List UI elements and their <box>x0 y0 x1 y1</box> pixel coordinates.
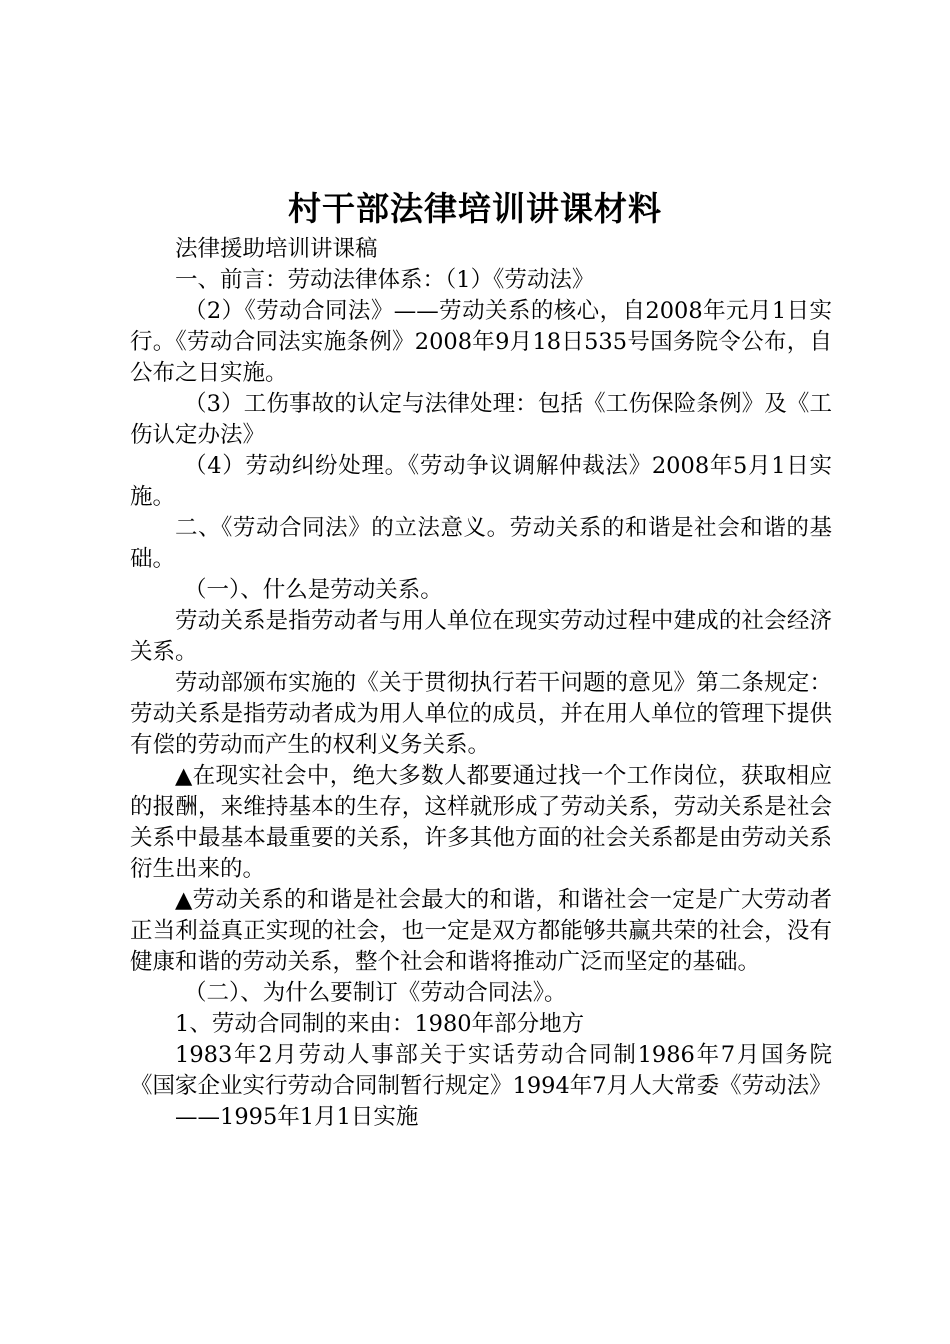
paragraph-subtitle: 法律援助培训讲课稿 <box>175 236 378 262</box>
paragraph-preface: 一、前言：劳动法律体系：（1）《劳动法》 <box>175 267 595 293</box>
document-body <box>130 234 832 1133</box>
paragraph-labor-contract-law: （2）《劳动合同法》——劳动关系的核心，自2008年元月1日实行。《劳动合同法实施条例》2008年9月18日535号国务院令公布，自公布之日实施。 <box>130 298 832 386</box>
paragraph-bullet-society: ▲在现实社会中，绝大多数人都要通过找一个工作岗位，获取相应的报酬，来维持基本的生存，这样就形成了劳动关系，劳动关系是社会关系中最基本最重要的关系，许多其他方面的社会关系都是由劳动关系衍生出来的。 <box>130 763 832 882</box>
paragraph-labor-dispute: （4）劳动纠纷处理。《劳动争议调解仲裁法》2008年5月1日实施。 <box>130 453 832 510</box>
paragraph-origin: 1、劳动合同制的来由：1980年部分地方 <box>175 1011 585 1037</box>
paragraph-history: 1983年2月劳动人事部关于实话劳动合同制1986年7月国务院《国家企业实行劳动合同制暂行规定》1994年7月人大常委《劳动法》 <box>130 1042 832 1099</box>
paragraph-implementation-date: ——1995年1月1日实施 <box>175 1104 419 1130</box>
paragraph-ministry-opinion: 劳动部颁布实施的《关于贯彻执行若干问题的意见》第二条规定：劳动关系是指劳动者成为用人单位的成员，并在用人单位的管理下提供有偿的劳动而产生的权利义务关系。 <box>130 670 832 758</box>
paragraph-legislative-meaning: 二、《劳动合同法》的立法意义。劳动关系的和谐是社会和谐的基础。 <box>130 515 832 572</box>
paragraph-bullet-harmony: ▲劳动关系的和谐是社会最大的和谐，和谐社会一定是广大劳动者正当利益真正实现的社会，也一定是双方都能够共赢共荣的社会，没有健康和谐的劳动关系，整个社会和谐将推动广泛而坚定的基础。 <box>130 887 832 975</box>
document-title: 村干部法律培训讲课材料 <box>288 189 662 228</box>
paragraph-labor-relation-definition: 劳动关系是指劳动者与用人单位在现实劳动过程中建成的社会经济关系。 <box>130 608 832 665</box>
paragraph-why-enact: （二）、为什么要制订《劳动合同法》。 <box>184 980 567 1006</box>
paragraph-work-injury: （3）工伤事故的认定与法律处理：包括《工伤保险条例》及《工伤认定办法》 <box>130 391 832 448</box>
paragraph-what-is-labor-relation: （一）、什么是劳动关系。 <box>184 577 443 603</box>
